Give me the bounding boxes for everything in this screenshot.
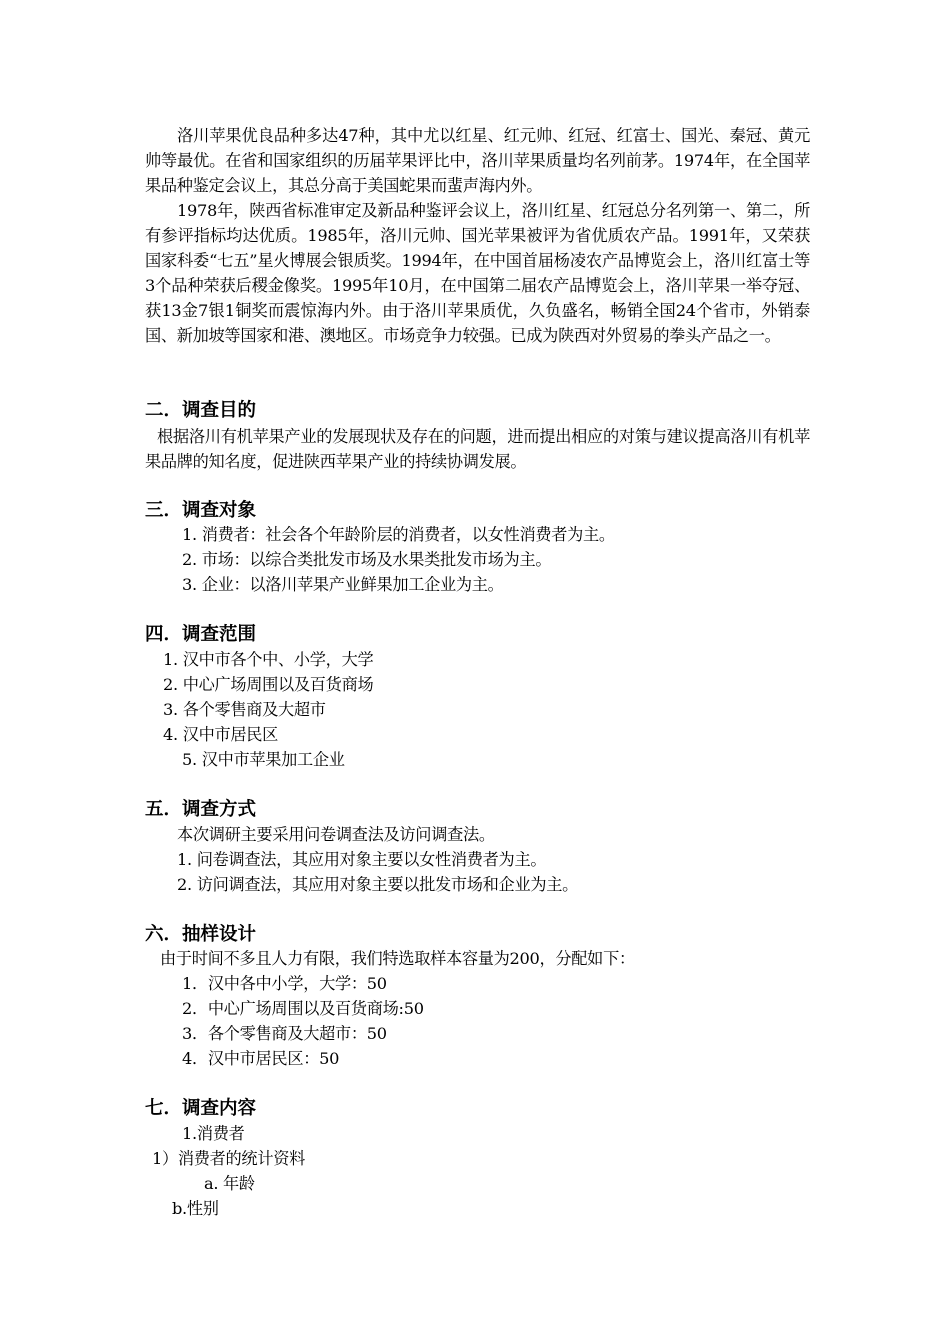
list-item: 5. 汉中市苹果加工企业 bbox=[182, 750, 345, 769]
list-item: 4. 汉中市居民区 bbox=[163, 725, 279, 744]
list-item: 3. 企业：以洛川苹果产业鲜果加工企业为主。 bbox=[182, 575, 504, 594]
list-item: b.性别 bbox=[172, 1199, 219, 1218]
section-heading-scope: 四．调查范围 bbox=[145, 624, 257, 645]
intro-paragraph: 1978年，陕西省标准审定及新品种鉴评会议上，洛川红星、红冠总分名列第一、第二，所有参评指标均达优质。1985年，洛川元帅、国光苹果被评为省优质农产品。1991年，又荣获国家科委“七五”星火博展会银质奖。1994年，在中国首届杨凌农产品博览会上，洛川红富士等3个品种荣获后稷金像奖。1995年10月，在中国第二届农产品博览会上，洛川苹果一举夺冠、获13金7银1铜奖而震惊海内外。由于洛川苹果质优，久负盛名，畅销全国24个省市，外销泰国、新加坡等国家和港、澳地区。市场竞争力较强。已成为陕西对外贸易的拳头产品之一。 bbox=[145, 201, 810, 345]
list-item: 4．汉中市居民区：50 bbox=[182, 1049, 340, 1068]
list-item: 3. 各个零售商及大超市 bbox=[163, 700, 326, 719]
purpose-body: 根据洛川有机苹果产业的发展现状及存在的问题，进而提出相应的对策与建议提高洛川有机苹果品牌的知名度，促进陕西苹果产业的持续协调发展。 bbox=[145, 427, 810, 471]
list-item: 1．汉中各中小学，大学：50 bbox=[182, 974, 387, 993]
list-item: 1. 汉中市各个中、小学，大学 bbox=[163, 650, 374, 669]
section-heading-method: 五．调查方式 bbox=[145, 799, 257, 820]
list-item: 1.消费者 bbox=[182, 1124, 245, 1143]
section-heading-sampling: 六．抽样设计 bbox=[145, 924, 257, 945]
section-heading-purpose: 二．调查目的 bbox=[145, 400, 257, 421]
sampling-intro: 由于时间不多且人力有限，我们特选取样本容量为200，分配如下： bbox=[160, 949, 635, 968]
list-item: 1. 消费者：社会各个年龄阶层的消费者，以女性消费者为主。 bbox=[182, 525, 615, 544]
section-heading-content: 七．调查内容 bbox=[145, 1098, 257, 1119]
list-item: a. 年龄 bbox=[204, 1174, 255, 1193]
section-heading-targets: 三．调查对象 bbox=[145, 500, 257, 521]
intro-paragraph: 洛川苹果优良品种多达47种，其中尤以红星、红元帅、红冠、红富士、国光、秦冠、黄元帅等最优。在省和国家组织的历届苹果评比中，洛川苹果质量均名列前茅。1974年，在全国苹果品种鉴定会议上，其总分高于美国蛇果而蜚声海内外。 bbox=[145, 126, 810, 195]
method-intro: 本次调研主要采用问卷调查法及访问调查法。 bbox=[177, 825, 495, 844]
list-item: 2. 访问调查法，其应用对象主要以批发市场和企业为主。 bbox=[177, 875, 578, 894]
list-item: 1）消费者的统计资料 bbox=[152, 1149, 305, 1168]
list-item: 2．中心广场周围以及百货商场:50 bbox=[182, 999, 424, 1018]
intro-section bbox=[145, 123, 810, 348]
list-item: 1. 问卷调查法，其应用对象主要以女性消费者为主。 bbox=[177, 850, 547, 869]
list-item: 2. 中心广场周围以及百货商场 bbox=[163, 675, 374, 694]
list-item: 3．各个零售商及大超市：50 bbox=[182, 1024, 387, 1043]
list-item: 2. 市场：以综合类批发市场及水果类批发市场为主。 bbox=[182, 550, 552, 569]
